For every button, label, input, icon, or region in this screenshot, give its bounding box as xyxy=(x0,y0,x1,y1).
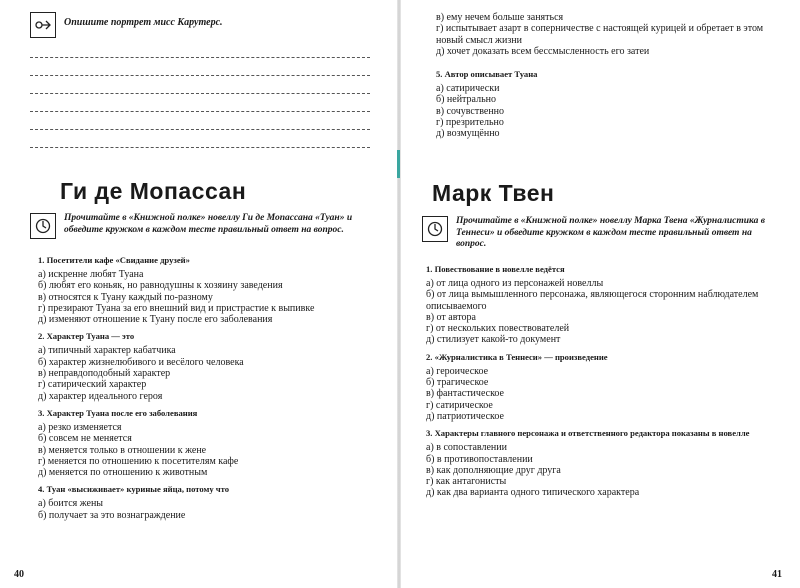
answer-option[interactable]: д) патриотическое xyxy=(426,410,504,422)
question-title: 3. Характер Туана после его заболевания xyxy=(38,407,198,418)
answer-option[interactable]: а) от лица одного из персонажей новеллы xyxy=(426,278,604,289)
question-1 xyxy=(426,264,782,346)
answer-option[interactable]: б) в противопоставлении xyxy=(426,453,533,465)
answer-option[interactable]: а) героическое xyxy=(426,365,489,377)
question-3 xyxy=(426,428,782,498)
question-title: 3. Характеры главного персонажа и ответственного редактора показаны в новелле xyxy=(426,428,750,439)
test-task xyxy=(422,216,782,251)
question-title: 2. Характер Туана — это xyxy=(38,331,135,342)
answer-option[interactable]: д) характер идеального героя xyxy=(38,390,163,402)
question-1 xyxy=(38,255,380,325)
answer-option[interactable]: а) типичный характер кабатчика xyxy=(38,345,176,357)
answer-option[interactable]: б) нейтрально xyxy=(436,94,496,106)
answer-line xyxy=(30,93,370,94)
answer-option[interactable]: д) как два варианта одного типического характера xyxy=(426,487,640,499)
answer-option[interactable]: а) резко изменяется xyxy=(38,421,122,433)
answer-option[interactable]: в) фантастическое xyxy=(426,388,504,400)
write-task-icon xyxy=(30,12,56,38)
answer-option[interactable]: б) от лица вымышленного персонажа, являющегося сторонним наблюдателем описываемого xyxy=(426,289,759,312)
question-2 xyxy=(38,331,380,401)
answer-line xyxy=(30,111,370,112)
answer-option[interactable]: в) ему нечем больше заняться xyxy=(436,12,564,23)
answer-option[interactable]: д) возмущённо xyxy=(436,128,500,140)
answer-line xyxy=(30,57,370,58)
answer-option[interactable]: в) относятся к Туану каждый по-разному xyxy=(38,291,213,303)
answer-option[interactable]: г) меняется по отношению к посетителям кафе xyxy=(38,455,239,467)
test-task-icon xyxy=(422,216,448,242)
question-3 xyxy=(38,408,380,478)
answer-option[interactable]: а) боится жены xyxy=(38,498,104,510)
answer-option[interactable]: в) неправдоподобный характер xyxy=(38,368,171,380)
right-questions xyxy=(426,258,782,499)
question-4-continued xyxy=(436,12,786,140)
answer-line xyxy=(30,129,370,130)
answer-option[interactable]: г) от нескольких повествователей xyxy=(426,323,570,335)
portrait-task-text: Опишите портрет мисс Карутерс. xyxy=(64,17,223,28)
answer-option[interactable]: г) сатирическое xyxy=(426,399,493,411)
answer-option[interactable]: б) характер жизнелюбивого и весёлого человека xyxy=(38,356,244,368)
answer-option[interactable]: г) презирают Туана за его внешний вид и пристрастие к выпивке xyxy=(38,302,315,314)
answer-option[interactable]: д) хочет доказать всем бессмысленность его затеи xyxy=(436,45,650,57)
question-title: 2. «Журналистика в Теннеси» — произведение xyxy=(426,351,608,362)
question-4 xyxy=(38,484,380,521)
right-page xyxy=(402,0,800,588)
answer-option[interactable]: д) изменяют отношение к Туану после его заболевания xyxy=(38,314,273,326)
answer-option[interactable]: д) стилизует какой-то документ xyxy=(426,334,561,346)
answer-option[interactable]: г) испытывает азарт в соперничестве с настоящей курицей и обретает в этом новый смысл жизни xyxy=(436,23,764,46)
answer-lines xyxy=(30,57,370,165)
answer-option[interactable]: а) сатирически xyxy=(436,83,500,95)
question-title: 1. Посетители кафе «Свидание друзей» xyxy=(38,255,190,265)
answer-option[interactable]: в) сочувственно xyxy=(436,105,505,117)
answer-option[interactable]: в) как дополняющие друг друга xyxy=(426,464,561,476)
author-heading: Ги де Мопассан xyxy=(60,178,247,204)
answer-option[interactable]: а) в сопоставлении xyxy=(426,442,507,454)
answer-option[interactable]: г) сатирический характер xyxy=(38,379,147,391)
answer-option[interactable]: б) любят его коньяк, но равнодушны к хозяину заведения xyxy=(38,280,283,292)
page-number: 40 xyxy=(14,569,24,580)
answer-option[interactable]: г) как антагонисты xyxy=(426,476,507,488)
left-questions xyxy=(38,249,380,521)
test-task-text: Прочитайте в «Книжной полке» новеллу Ги де Мопассана «Туан» и обведите кружком в каждом тесте правильный ответ на вопрос. xyxy=(64,213,353,235)
question-title: 4. Туан «высиживает» куриные яйца, потому что xyxy=(38,484,230,495)
portrait-task xyxy=(30,12,223,38)
author-heading: Марк Твен xyxy=(432,180,555,206)
answer-line xyxy=(30,75,370,76)
answer-option[interactable]: б) получает за это вознаграждение xyxy=(38,509,186,521)
test-task-text: Прочитайте в «Книжной полке» новеллу Марка Твена «Журналистика в Теннеси» и обведите кружком в каждом тесте правильный ответ на вопрос. xyxy=(456,216,765,249)
answer-option[interactable]: а) искренне любят Туана xyxy=(38,269,144,280)
answer-line xyxy=(30,147,370,148)
question-title: 1. Повествование в новелле ведётся xyxy=(426,264,565,274)
answer-option[interactable]: в) меняется только в отношении к жене xyxy=(38,444,207,456)
answer-option[interactable]: в) от автора xyxy=(426,311,476,323)
answer-option[interactable]: б) трагическое xyxy=(426,377,489,389)
question-2 xyxy=(426,352,782,422)
left-page xyxy=(0,0,398,588)
page-number: 41 xyxy=(772,569,782,580)
answer-option[interactable]: д) меняется по отношению к животным xyxy=(38,467,208,479)
answer-option[interactable]: б) совсем не меняется xyxy=(38,433,132,445)
test-task-icon xyxy=(30,213,56,239)
question-title: 5. Автор описывает Туана xyxy=(436,69,538,80)
answer-option[interactable]: г) презрительно xyxy=(436,117,504,129)
test-task xyxy=(30,213,376,239)
